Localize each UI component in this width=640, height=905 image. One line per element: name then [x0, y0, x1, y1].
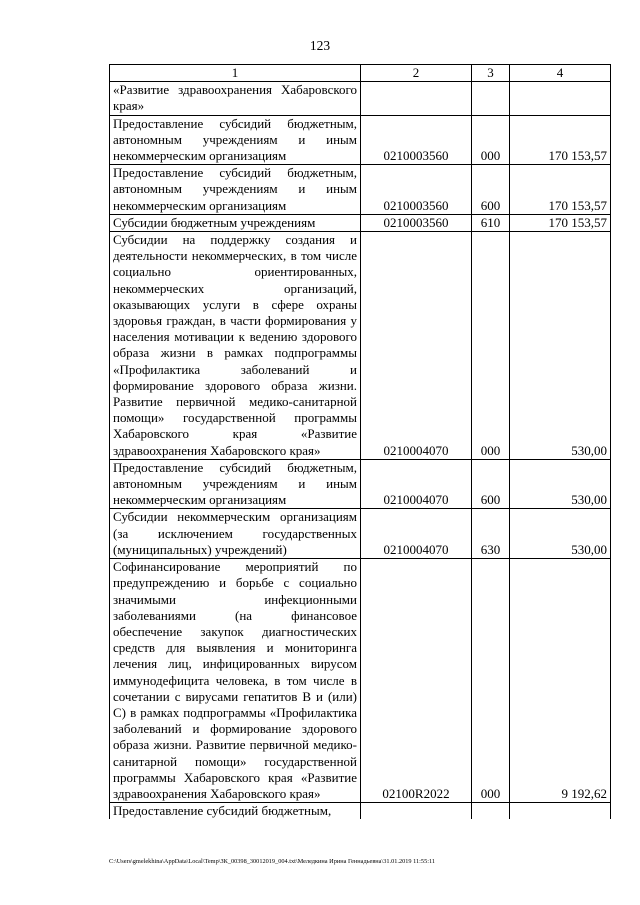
row-type: [472, 82, 510, 115]
row-amount: 530,00: [510, 459, 611, 509]
row-amount: 9 192,62: [510, 559, 611, 803]
row-amount: [510, 803, 611, 820]
row-type: [472, 803, 510, 820]
table-row: [110, 115, 611, 165]
table-row: [110, 165, 611, 215]
row-amount: [510, 82, 611, 115]
row-code: 02100R2022: [361, 559, 472, 803]
row-amount: 170 153,57: [510, 115, 611, 165]
table-row: [110, 232, 611, 460]
row-name: Субсидии на поддержку создания и деятельности некоммерческих, в том числе социально ориентированных, некоммерческих организаций, оказывающих услуги в сфере охраны здоровья граждан, в части формирования у населения мотивации к ведению здорового образа жизни в рамках подпрограммы «Профилактика заболеваний и формирование здорового образа жизни. Развитие первичной медико-санитарной помощи» государственной программы Хабаровского края «Развитие здравоохранения Хабаровского края»: [110, 232, 361, 460]
table-row: [110, 214, 611, 231]
row-code: [361, 82, 472, 115]
row-type: 000: [472, 115, 510, 165]
header-col-3: 3: [472, 65, 510, 82]
row-code: [361, 803, 472, 820]
row-name: Предоставление субсидий бюджетным, автономным учреждениям и иным некоммерческим организациям: [110, 459, 361, 509]
table-header-row: [110, 65, 611, 82]
row-type: 600: [472, 459, 510, 509]
row-code: 0210004070: [361, 232, 472, 460]
row-name: Предоставление субсидий бюджетным, автономным учреждениям и иным некоммерческим организациям: [110, 115, 361, 165]
row-name: Субсидии бюджетным учреждениям: [110, 214, 361, 231]
footer-file-path: C:\Users\gmelekhina\AppData\Local\Temp\ЗК_00398_30012019_004.txt\Меледкина Ирина Геннадьевна\31.01.2019 11:55:11: [109, 858, 436, 865]
row-amount: 170 153,57: [510, 165, 611, 215]
row-amount: 170 153,57: [510, 214, 611, 231]
table-row: [110, 559, 611, 803]
table-row: [110, 459, 611, 509]
row-name: Предоставление субсидий бюджетным,: [110, 803, 361, 820]
row-type: 000: [472, 559, 510, 803]
row-name: Субсидии некоммерческим организациям (за исключением государственных (муниципальных) учреждений): [110, 509, 361, 559]
header-col-2: 2: [361, 65, 472, 82]
row-name: «Развитие здравоохранения Хабаровского края»: [110, 82, 361, 115]
table-row: [110, 82, 611, 115]
row-name: Софинансирование мероприятий по предупреждению и борьбе с социально значимыми инфекционными заболеваниями (на финансовое обеспечение закупок диагностических средств для выявления и мониторинга лечения лиц, инфицированных вирусом иммунодефицита человека, в том числе в сочетании с вирусами гепатитов В и (или) С) в рамках подпрограммы «Профилактика заболеваний и формирование здорового образа жизни. Развитие первичной медико-санитарной помощи» государственной программы Хабаровского края «Развитие здравоохранения Хабаровского края»: [110, 559, 361, 803]
row-code: 0210004070: [361, 509, 472, 559]
row-type: 600: [472, 165, 510, 215]
row-type: 610: [472, 214, 510, 231]
table-row: [110, 509, 611, 559]
row-type: 000: [472, 232, 510, 460]
row-code: 0210003560: [361, 214, 472, 231]
row-code: 0210004070: [361, 459, 472, 509]
row-amount: 530,00: [510, 509, 611, 559]
row-amount: 530,00: [510, 232, 611, 460]
row-code: 0210003560: [361, 165, 472, 215]
header-col-4: 4: [510, 65, 611, 82]
header-col-1: 1: [110, 65, 361, 82]
table-row: [110, 803, 611, 820]
page-number: 123: [309, 38, 331, 53]
row-code: 0210003560: [361, 115, 472, 165]
budget-table: [109, 64, 611, 819]
row-name: Предоставление субсидий бюджетным, автономным учреждениям и иным некоммерческим организациям: [110, 165, 361, 215]
row-type: 630: [472, 509, 510, 559]
